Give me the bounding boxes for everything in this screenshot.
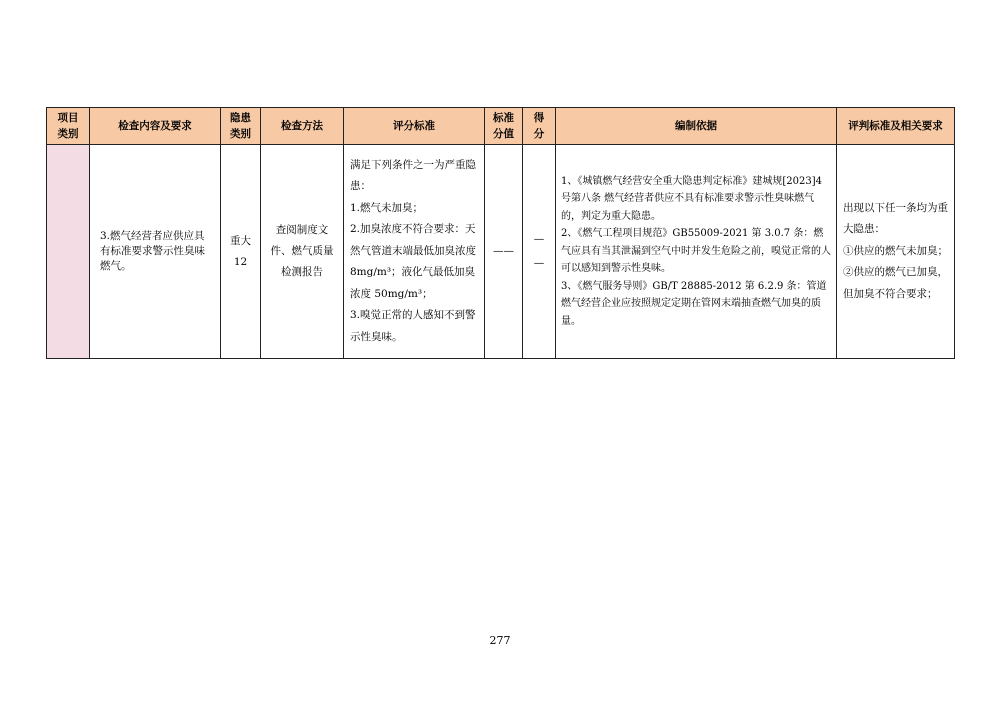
header-standard-score <box>485 108 523 145</box>
method-line-2: 件、燃气质量 <box>270 245 334 257</box>
header-score-line-1: 得 <box>533 111 545 124</box>
hazard-number: 12 <box>233 255 248 268</box>
standard-score-value: —— <box>493 244 514 257</box>
header-hazard-class-line-1: 隐患 <box>230 111 251 124</box>
score-value-line-1: — <box>533 233 545 246</box>
header-content-label: 检查内容及要求 <box>118 119 192 132</box>
scoring-item-intro: 满足下列条件之一为严重隐患： <box>350 158 476 193</box>
header-category-line-2: 类别 <box>57 128 79 140</box>
header-category <box>47 108 90 145</box>
header-score-line-2: 分 <box>533 128 545 140</box>
page-number: 277 <box>489 634 511 647</box>
scoring-cell <box>344 145 485 359</box>
basis-item-3: 3、《燃气服务导则》GB/T 28885-2012 第 6.2.9 条：管道燃气经营企业应按照规定定期在管网末端抽查燃气加臭的质量。 <box>561 280 827 327</box>
header-row <box>47 108 955 145</box>
content-cell <box>90 145 221 359</box>
header-basis <box>556 108 837 145</box>
header-hazard-class-line-2: 类别 <box>230 128 251 140</box>
table-row <box>47 145 955 359</box>
header-standard-score-line-1: 标准 <box>493 111 514 124</box>
judgement-intro: 出现以下任一条均为重大隐患： <box>843 201 948 236</box>
standard-score-cell <box>485 145 523 359</box>
inspection-table <box>46 107 955 359</box>
score-cell <box>523 145 556 359</box>
score-value-line-2: — <box>533 256 545 269</box>
content-text: 3.燃气经营者应供应具有标准要求警示性臭味燃气。 <box>100 229 205 273</box>
header-judgement-label: 评判标准及相关要求 <box>848 119 943 132</box>
header-hazard-class <box>221 108 261 145</box>
scoring-item-2: 2.加臭浓度不符合要求：天然气管道末端最低加臭浓度8mg/m³；液化气最低加臭浓度 50mg/m³； <box>350 223 476 300</box>
hazard-level: 重大 <box>230 234 251 247</box>
basis-item-2: 2、《燃气工程项目规范》GB55009-2021 第 3.0.7 条：燃气应具有当其泄漏到空气中时并发生危险之前，嗅觉正常的人可以感知到警示性臭味。 <box>561 228 831 275</box>
header-basis-label: 编制依据 <box>675 119 717 132</box>
header-scoring <box>344 108 485 145</box>
category-cell <box>47 145 90 359</box>
judgement-item-2: ②供应的燃气已加臭，但加臭不符合要求； <box>843 266 948 300</box>
header-content <box>90 108 221 145</box>
judgement-cell <box>837 145 955 359</box>
basis-cell <box>556 145 837 359</box>
method-line-3: 检测报告 <box>281 266 323 278</box>
judgement-item-1: ①供应的燃气未加臭； <box>843 244 948 257</box>
header-category-line-1: 项目 <box>57 111 79 124</box>
header-judgement <box>837 108 955 145</box>
hazard-class-cell <box>221 145 261 359</box>
header-method-label: 检查方法 <box>281 119 323 132</box>
scoring-item-1: 1.燃气未加臭； <box>350 201 424 214</box>
method-cell <box>261 145 344 359</box>
header-method <box>261 108 344 145</box>
header-scoring-label: 评分标准 <box>393 119 435 132</box>
basis-item-1: 1、《城镇燃气经营安全重大隐患判定标准》建城规[2023]4号第八条 燃气经营者供应不具有标准要求警示性臭味燃气的，判定为重大隐患。 <box>561 175 822 222</box>
method-line-1: 查阅制度文 <box>275 224 329 236</box>
scoring-item-3: 3.嗅觉正常的人感知不到警示性臭味。 <box>350 309 476 343</box>
header-score <box>523 108 556 145</box>
header-standard-score-line-2: 分值 <box>493 128 514 140</box>
